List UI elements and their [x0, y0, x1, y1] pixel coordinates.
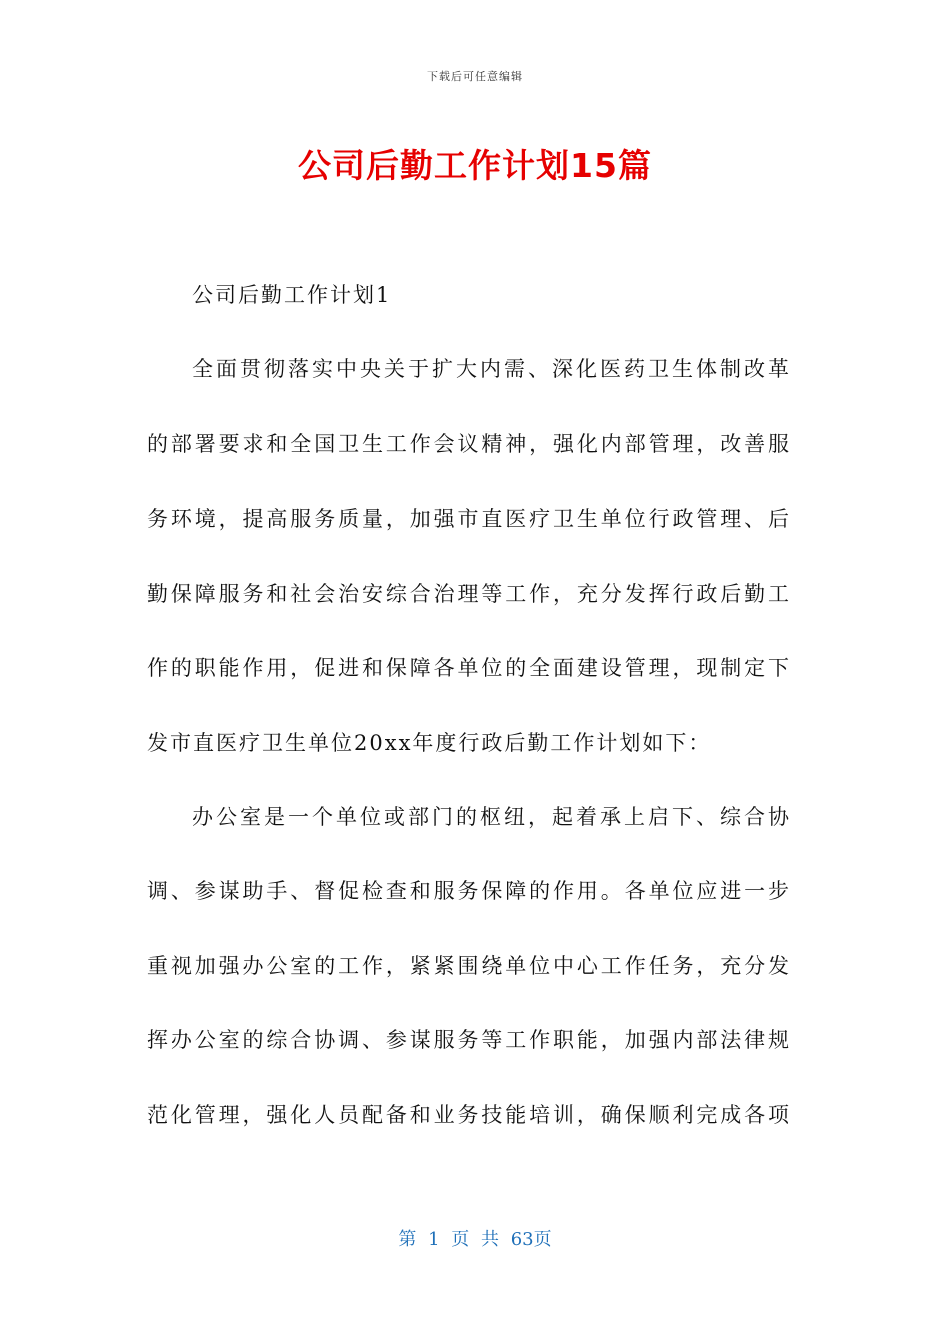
page-footer: 第 1 页 共 63页 [398, 1229, 552, 1250]
paragraph-line: 的部署要求和全国卫生工作会议精神，强化内部管理，改善服 [147, 432, 789, 456]
paragraph-line: 挥办公室的综合协调、参谋服务等工作职能，加强内部法律规 [147, 1028, 789, 1052]
paragraph-line: 勤保障服务和社会治安综合治理等工作，充分发挥行政后勤工 [147, 582, 789, 606]
paragraph-line: 发市直医疗卫生单位20xx年度行政后勤工作计划如下： [147, 731, 712, 755]
paragraph-line: 调、参谋助手、督促检查和服务保障的作用。各单位应进一步 [147, 879, 789, 903]
paragraph-line: 办公室是一个单位或部门的枢纽，起着承上启下、综合协 [192, 805, 789, 829]
paragraph-line: 范化管理，强化人员配备和业务技能培训，确保顺利完成各项 [147, 1103, 789, 1127]
document-title: 公司后勤工作计划15篇 [298, 146, 652, 185]
paragraph-line: 全面贯彻落实中央关于扩大内需、深化医药卫生体制改革 [192, 357, 789, 381]
paragraph-line: 作的职能作用，促进和保障各单位的全面建设管理，现制定下 [147, 656, 789, 680]
paragraph-line: 重视加强办公室的工作，紧紧围绕单位中心工作任务，充分发 [147, 954, 789, 978]
section-heading: 公司后勤工作计划1 [192, 283, 392, 307]
header-note: 下载后可任意编辑 [427, 70, 523, 83]
paragraph-line: 务环境，提高服务质量，加强市直医疗卫生单位行政管理、后 [147, 507, 789, 531]
